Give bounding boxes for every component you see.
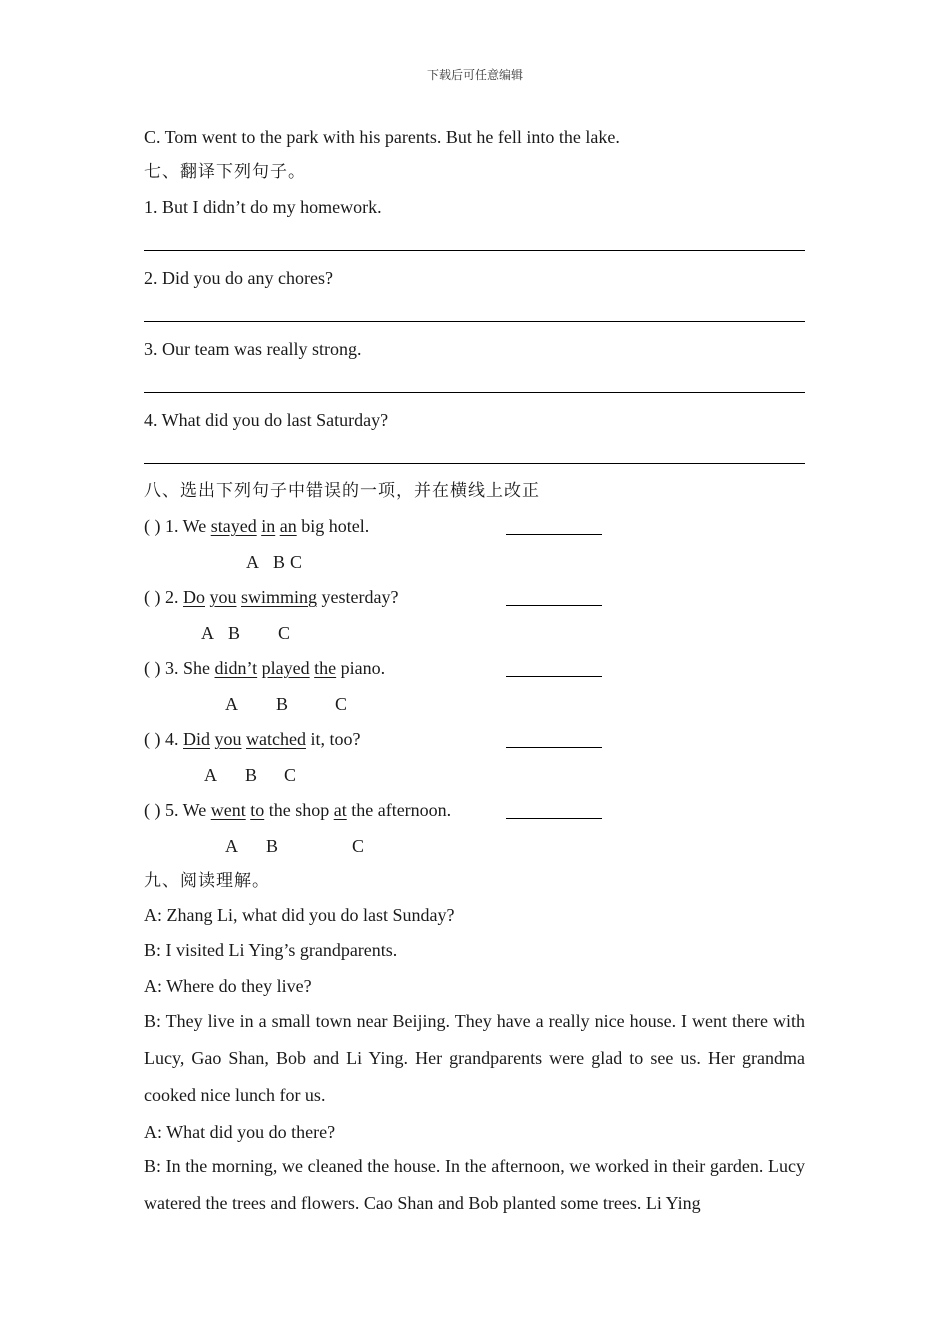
error-item-1: ( ) 1. We stayed in an big hotel. (144, 516, 370, 536)
answer-line-3[interactable] (144, 392, 805, 393)
error-item-4: ( ) 4. Did you watched it, too? (144, 729, 361, 749)
correction-line-2[interactable] (506, 605, 602, 606)
dialogue-line-2: B: I visited Li Ying’s grandparents. (144, 940, 398, 960)
error-item-2: ( ) 2. Do you swimming yesterday? (144, 587, 399, 607)
label-b: B (245, 765, 258, 785)
label-a: A (246, 552, 259, 572)
dialogue-paragraph-2: B: In the morning, we cleaned the house. In the afternoon, we worked in their garden. Lucy watered the trees and flowers. Cao Shan and Bob planted some trees. Li Ying (144, 1156, 805, 1213)
correction-line-5[interactable] (506, 818, 602, 819)
option-a: Do (183, 587, 205, 607)
translate-item-1: 1. But I didn’t do my homework. (144, 197, 382, 217)
label-b: B (266, 836, 279, 856)
option-c: swimming (241, 587, 318, 607)
section-9-title: 九、阅读理解。 (144, 871, 270, 891)
option-b: played (261, 658, 310, 678)
label-c: C (284, 765, 297, 785)
option-b: you (214, 729, 242, 749)
correction-line-3[interactable] (506, 676, 602, 677)
label-a: A (204, 765, 217, 785)
dialogue-line-1: A: Zhang Li, what did you do last Sunday? (144, 905, 455, 925)
label-a: A (225, 694, 238, 714)
label-c: C (278, 623, 291, 643)
label-a: A (201, 623, 214, 643)
label-c: C (352, 836, 365, 856)
option-c: an (279, 516, 297, 536)
option-a: Did (183, 729, 210, 749)
correction-line-1[interactable] (506, 534, 602, 535)
option-a: didn’t (214, 658, 258, 678)
correction-line-4[interactable] (506, 747, 602, 748)
error-item-5: ( ) 5. We went to the shop at the afternoon. (144, 800, 452, 820)
option-b: to (250, 800, 265, 820)
option-b: in (261, 516, 276, 536)
dialogue-paragraph-1: B: They live in a small town near Beijing. They have a really nice house. I went there with Lucy, Gao Shan, Bob and Li Ying. Her grandparents were glad to see us. Her grandma cooked nice lunch for us. (144, 1011, 805, 1105)
answer-line-4[interactable] (144, 463, 805, 464)
label-b: B (273, 552, 286, 572)
translate-item-4: 4. What did you do last Saturday? (144, 410, 389, 430)
option-a: stayed (210, 516, 257, 536)
option-c: at (333, 800, 347, 820)
label-a: A (225, 836, 238, 856)
label-c: C (290, 552, 303, 572)
option-b: you (209, 587, 237, 607)
answer-line-1[interactable] (144, 250, 805, 251)
translate-item-3: 3. Our team was really strong. (144, 339, 362, 359)
option-c: watched (246, 729, 306, 749)
translate-item-2: 2. Did you do any chores? (144, 268, 333, 288)
dialogue-line-4: A: What did you do there? (144, 1122, 336, 1142)
section-8-title: 八、选出下列句子中错误的一项，并在横线上改正 (144, 481, 540, 501)
option-c: the (314, 658, 337, 678)
option-a: went (210, 800, 246, 820)
section-7-title: 七、翻译下列句子。 (144, 162, 306, 182)
label-c: C (335, 694, 348, 714)
page-header: 下载后可任意编辑 (426, 68, 523, 82)
dialogue-line-3: A: Where do they live? (144, 976, 312, 996)
label-b: B (276, 694, 289, 714)
answer-line-2[interactable] (144, 321, 805, 322)
error-item-3: ( ) 3. She didn’t played the piano. (144, 658, 386, 678)
option-c-text: C. Tom went to the park with his parents. But he fell into the lake. (144, 127, 620, 147)
label-b: B (228, 623, 241, 643)
